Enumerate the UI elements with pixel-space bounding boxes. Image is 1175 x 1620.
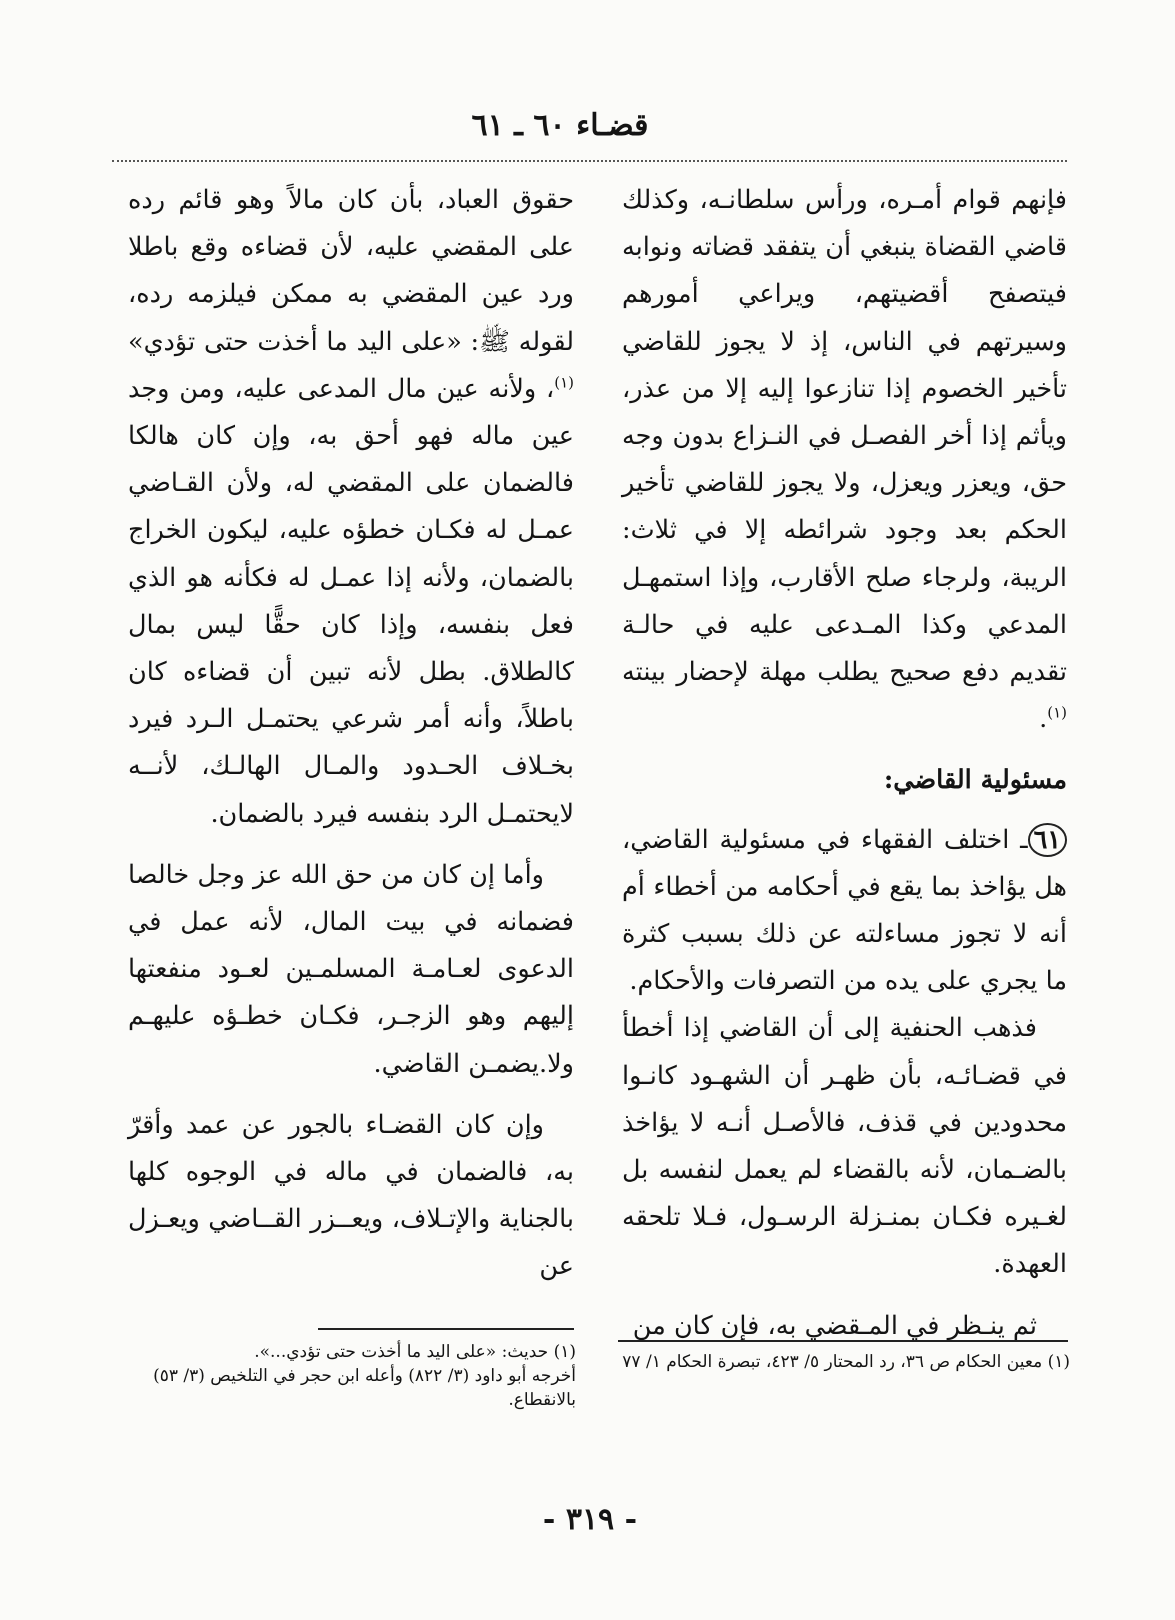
- footnote-right: [618, 1350, 1070, 1374]
- right-column: [622, 177, 1067, 1350]
- footnote-line: (١) حديث: «على اليد ما أخذت حتى تؤدي...».: [254, 1342, 576, 1362]
- right-paragraph-3: فذهب الحنفية إلى أن القاضي إذا أخطأ في قضـائـه، بأن ظهـر أن الشهـود كانـوا محدودين في قذف، فالأصـل أنـه لا يؤاخذ بالضـمان، لأنه بالقضاء لم يعمل لنفسه بل لغـيره فكـان بمنـزلة الرسـول، فـلا تلحقه العهدة.: [622, 1013, 1067, 1280]
- page-number: - ٣١٩ -: [542, 1502, 638, 1537]
- left-paragraph-2: وأما إن كان من حق الله عز وجل خالصا فضمانه في بيت المال، لأنه عمل في الدعوى لعـامـة المسلمـين لعـود منفعتها إليهم وهو الزجـر، فكـان خطـؤه عليهـم ولا.يضمـن القاضي.: [128, 859, 574, 1079]
- footnote-rule-right: [618, 1340, 1068, 1342]
- footnote-ref: (١): [1047, 703, 1067, 722]
- footnote-rule-left: [318, 1328, 574, 1330]
- header-dotted-rule: [112, 160, 1067, 162]
- section-heading: مسئولية القاضي:: [883, 765, 1067, 796]
- left-column: [128, 177, 574, 1291]
- right-paragraph-1: فإنهم قوام أمـره، ورأس سلطانـه، وكذلك قاضي القضاة ينبغي أن يتفقد قضاته ونوابه فيتصفح أقضيتهم، ويراعي أمورهم وسيرتهم في الناس، إذ لا يجوز للقاضي تأخير الخصوم إذا تنازعوا إليه إلا من عذر، ويأثم إذا أخر الفصـل في النـزاع بدون وجه حق، ويعزر ويعزل، ولا يجوز للقاضي تأخير الحكم بعد وجود شرائطه إلا في ثلاث: الريبة، ولرجاء صلح الأقارب، وإذا استمهـل المدعي وكذا المـدعى عليه في حالـة تقديم دفع صحيح يطلب مهلة لإحضار بينته $^{(١)}$.: [622, 185, 1067, 735]
- footnote-left: [150, 1340, 576, 1412]
- item-number: ٦١: [1028, 823, 1067, 857]
- right-paragraph-2: ٦١ـ اختلف الفقهاء في مسئولية القاضي، هل يؤاخذ بما يقع في أحكامه من أخطاء أم أنه لا تجوز مساءلته عن ذلك بسبب كثرة ما يجري على يده من التصرفات والأحكام.: [622, 824, 1067, 997]
- footnote-ref: (١): [554, 373, 574, 392]
- right-paragraph-4: ثم ينـظر في المـقضي به، فإن كان من: [632, 1310, 1037, 1341]
- left-paragraph-3: وإن كان القضـاء بالجور عن عمد وأقرّ به، فالضمان في ماله في الوجوه كلها بالجناية والإتـلاف، ويعــزر القــاضي ويعـزل عن: [128, 1109, 574, 1282]
- left-paragraph-1: حقوق العباد، بأن كان مالاً وهو قائم رده على المقضي عليه، لأن قضاءه وقع باطلا ورد عين المقضي به ممكن فيلزمه رده، لقوله ﷺ: «على اليد ما أخذت حتى تؤدي» $^{(١)}$، ولأنه عين مال المدعى عليه، ومن وجد عين ماله فهو أحق به، وإن كان هالكا فالضمان على المقضي له، ولأن القـاضي عمـل له فكـان خطؤه عليه، ليكون الخراج بالضمان، ولأنه إذا عمـل له فكأنه هو الذي فعل بنفسه، وإذا كان حقًّا ليس بمال كالطلاق. بطل لأنه تبين أن قضاءه كان باطلاً، وأنه أمر شرعي يحتمـل الـرد فيرد بخـلاف الحـدود والمـال الهالـك، لأنــه لايحتمـل الرد بنفسه فيرد بالضمان.: [128, 185, 574, 829]
- page-header: قضـاء ٦٠ ـ ٦١: [471, 108, 649, 143]
- footnote-line: (١) معين الحكام ص ٣٦، رد المحتار ٥/ ٤٢٣، تبصرة الحكام ١/ ٧٧: [622, 1352, 1070, 1372]
- footnote-line: أخرجه أبو داود (٣/ ٨٢٢) وأعله ابن حجر في التلخيص (٣/ ٥٣) بالانقطاع.: [153, 1366, 576, 1410]
